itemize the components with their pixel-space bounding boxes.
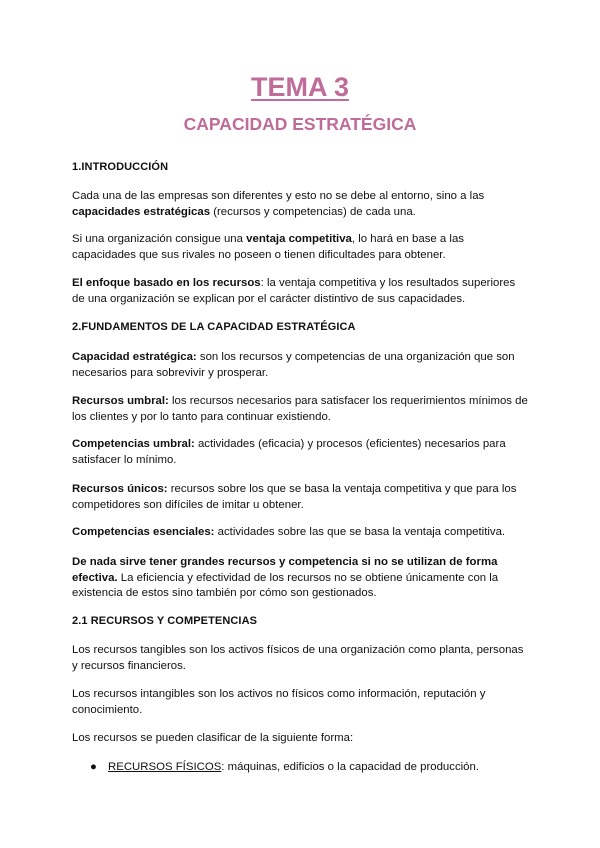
section-heading-introduccion: 1.INTRODUCCIÓN [72, 161, 169, 173]
text: La eficiencia y efectividad de los recursos no se obtiene únicamente con la existencia de estos sino también por cómo son gestionados. [72, 571, 499, 599]
page-subtitle: CAPACIDAD ESTRATÉGICA [183, 114, 417, 134]
bullet-icon: ● [90, 761, 97, 773]
paragraph-clasificacion: Los recursos se pueden clasificar de la siguiente forma: [72, 732, 354, 744]
page-title: TEMA 3 [250, 72, 349, 102]
paragraph-recursos-unicos [72, 482, 528, 513]
bold-text: Recursos únicos: [72, 483, 168, 495]
bold-text: Capacidad estratégica: [72, 351, 197, 363]
paragraph-recursos-tangibles: Los recursos tangibles son los activos físicos de una organización como planta, personas y recursos financieros. [72, 644, 524, 672]
bold-text: De nada sirve tener grandes recursos y competencia si no se utilizan de forma efectiva. [72, 556, 498, 584]
bold-text: capacidades estratégicas [72, 205, 211, 218]
list-item-text [108, 760, 479, 776]
bold-text: Competencias esenciales: [72, 526, 215, 538]
paragraph-intro-2 [72, 232, 528, 263]
text: Si una organización consigue una [72, 233, 247, 245]
section-heading-recursos-competencias: 2.1 RECURSOS Y COMPETENCIAS [72, 615, 258, 627]
list-item-label: RECURSOS FÍSICOS [108, 761, 222, 773]
text: actividades sobre las que se basa la ventaja competitiva. [214, 526, 506, 538]
paragraph-recursos-umbral [72, 394, 528, 425]
paragraph-intro-3 [72, 276, 528, 307]
bold-text: Recursos umbral: [72, 395, 169, 407]
paragraph-intro-1 [72, 189, 528, 220]
text: Cada una de las empresas son diferentes y esto no se debe al entorno, sino a las [72, 190, 485, 202]
section-heading-fundamentos: 2.FUNDAMENTOS DE LA CAPACIDAD ESTRATÉGICA [72, 321, 356, 333]
paragraph-competencias-esenciales [72, 525, 528, 541]
bold-text: El enfoque basado en los recursos [72, 277, 261, 289]
paragraph-competencias-umbral [72, 437, 528, 468]
bold-text: Competencias umbral: [72, 438, 195, 450]
text: , lo hará en base a las capacidades que sus rivales no poseen o tienen dificultades para obtener. [72, 233, 464, 261]
paragraph-eficiencia [72, 555, 528, 602]
text: son los recursos y competencias de una organización que son necesarios para sobrevivir y prosperar. [72, 351, 515, 379]
text: (recursos y competencias) de cada una. [210, 205, 416, 218]
paragraph-recursos-intangibles: Los recursos intangibles son los activos no físicos como información, reputación y conocimiento. [72, 688, 486, 716]
text: los recursos necesarios para satisfacer los requerimientos mínimos de los clientes y por lo tanto para continuar existiendo. [72, 395, 528, 423]
paragraph-capacidad-estrategica [72, 350, 528, 381]
text: actividades (eficacia) y procesos (eficientes) necesarios para satisfacer lo mínimo. [72, 438, 506, 466]
text: recursos sobre los que se basa la ventaja competitiva y que para los competidores son difíciles de imitar u obtener. [72, 483, 517, 511]
list-item-body: : máquinas, edificios o la capacidad de producción. [221, 761, 480, 773]
bold-text: ventaja competitiva [246, 233, 352, 245]
text: : la ventaja competitiva y los resultados superiores de una organización se explican por el carácter distintivo de sus capacidades. [72, 277, 516, 305]
